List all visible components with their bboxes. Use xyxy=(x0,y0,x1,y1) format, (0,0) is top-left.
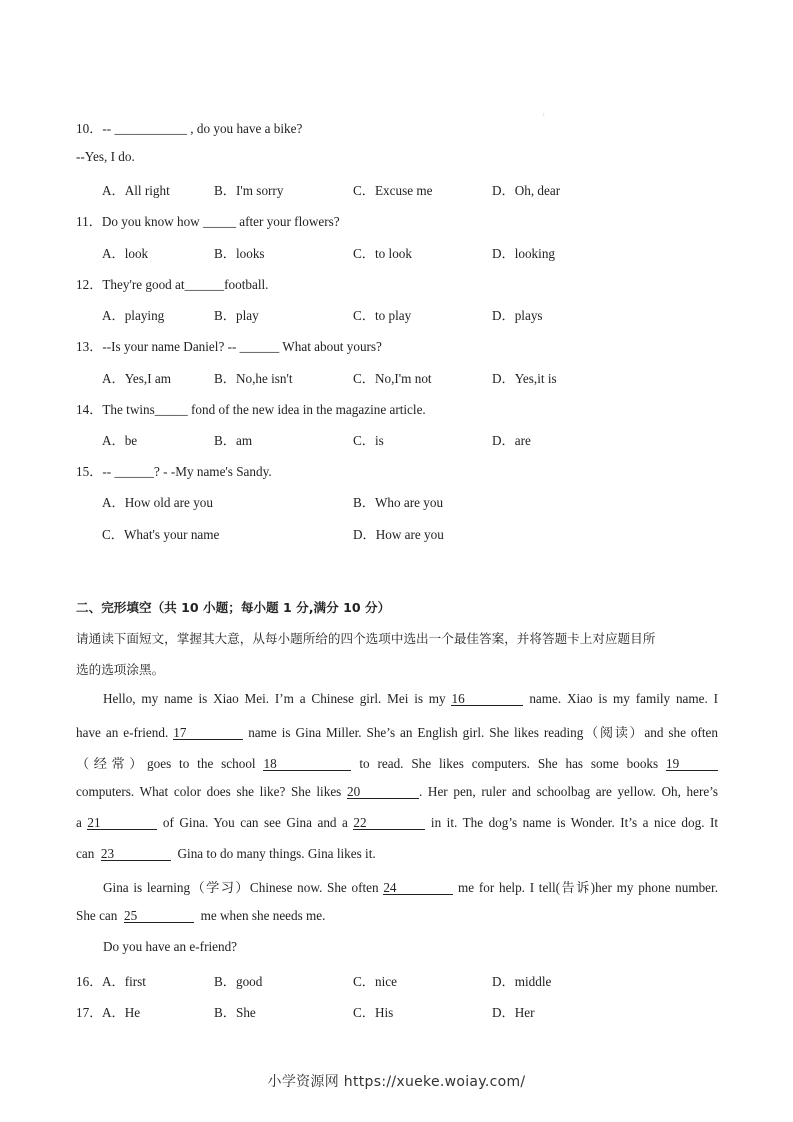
blank-25: 25 xyxy=(124,909,194,923)
blank-21: 21 xyxy=(87,816,157,830)
q11-option-a: A．look xyxy=(102,246,149,261)
q11-option-d: D．looking xyxy=(492,246,556,261)
q10-option-d: D．Oh, dear xyxy=(492,183,561,198)
a17-option-b: B．She xyxy=(214,1005,256,1020)
a17-option-d: D．Her xyxy=(492,1005,535,1020)
passage-line-8: She can 25 me when she needs me. xyxy=(76,908,326,923)
question-14-stem: 14．The twins_____ fond of the new idea in the magazine article. xyxy=(76,402,426,417)
passage-line-3: （经常）goes to the school 18 to read. She likes computers. She has some books 19 xyxy=(76,753,718,772)
blank-22: 22 xyxy=(353,816,425,830)
question-12-stem: 12．They're good at______football. xyxy=(76,277,269,292)
q12-option-a: A．playing xyxy=(102,308,165,323)
q13-option-c: C．No,I'm not xyxy=(353,371,432,386)
question-15-stem: 15．-- ______? - -My name's Sandy. xyxy=(76,464,272,479)
stray-mark: : xyxy=(543,112,545,118)
q13-option-b: B．No,he isn't xyxy=(214,371,293,386)
q10-option-a: A．All right xyxy=(102,183,170,198)
section-title: 二、完形填空（共 10 小题；每小题 1 分,满分 10 分） xyxy=(76,600,391,615)
q10-option-b: B．I'm sorry xyxy=(214,183,284,198)
q14-option-b: B．am xyxy=(214,433,253,448)
q13-option-d: D．Yes,it is xyxy=(492,371,557,386)
q13-option-a: A．Yes,I am xyxy=(102,371,171,386)
q15-option-b: B．Who are you xyxy=(353,495,444,510)
blank-24: 24 xyxy=(383,881,453,895)
q15-option-a: A．How old are you xyxy=(102,495,213,510)
question-10-stem: 10．-- ___________ , do you have a bike? xyxy=(76,121,303,136)
q11-option-b: B．looks xyxy=(214,246,265,261)
q12-option-b: B．play xyxy=(214,308,259,323)
answer-17-number: 17． xyxy=(76,1005,103,1020)
a16-option-c: C．nice xyxy=(353,974,397,989)
a17-option-c: C．His xyxy=(353,1005,394,1020)
blank-18: 18 xyxy=(263,757,351,771)
passage-line-4: computers. What color does she like? She likes 20 . Her pen, ruler and schoolbag are yellow. Oh, here’s xyxy=(76,784,719,799)
blank-17: 17 xyxy=(173,726,243,740)
blank-19: 19 xyxy=(666,757,718,771)
a16-option-a: A．first xyxy=(102,974,146,989)
a16-option-b: B．good xyxy=(214,974,263,989)
q14-option-d: D．are xyxy=(492,433,531,448)
q12-option-d: D．plays xyxy=(492,308,543,323)
q10-option-c: C．Excuse me xyxy=(353,183,433,198)
blank-20: 20 xyxy=(347,785,419,799)
passage-line-6: can 23 Gina to do many things. Gina likes it. xyxy=(76,846,376,861)
answer-16-number: 16． xyxy=(76,974,103,989)
q14-option-c: C．is xyxy=(353,433,384,448)
a16-option-d: D．middle xyxy=(492,974,552,989)
q12-option-c: C．to play xyxy=(353,308,412,323)
a17-option-a: A．He xyxy=(102,1005,141,1020)
passage-line-9: Do you have an e-friend? xyxy=(103,939,238,954)
section-instruction-line-1: 请通读下面短文，掌握其大意，从每小题所给的四个选项中选出一个最佳答案，并将答题卡上对应题目所 xyxy=(76,631,656,646)
section-instruction-line-2: 选的选项涂黑。 xyxy=(76,662,165,677)
blank-16: 16 xyxy=(451,692,523,706)
passage-line-7: Gina is learning（学习）Chinese now. She often 24 me for help. I tell(告诉)her my phone number. xyxy=(103,880,718,895)
question-11-stem: 11．Do you know how _____ after your flowers? xyxy=(76,214,340,229)
q11-option-c: C．to look xyxy=(353,246,412,261)
blank-23: 23 xyxy=(101,847,171,861)
q15-option-d: D．How are you xyxy=(353,527,444,542)
page-footer-watermark: 小学资源网 https://xueke.woiay.com/ xyxy=(267,1074,526,1090)
q14-option-a: A．be xyxy=(102,433,138,448)
passage-line-5: a 21 of Gina. You can see Gina and a 22 in it. The dog’s name is Wonder. It’s a nice dog. It xyxy=(76,815,719,830)
passage-line-2: have an e-friend. 17 name is Gina Miller. She’s an English girl. She likes reading（阅读）and she often xyxy=(76,725,719,740)
question-13-stem: 13．--Is your name Daniel? -- ______ What about yours? xyxy=(76,339,382,354)
question-10-reply: --Yes, I do. xyxy=(76,149,135,164)
passage-line-1: Hello, my name is Xiao Mei. I’m a Chinese girl. Mei is my 16 name. Xiao is my family name. I xyxy=(103,691,719,706)
q15-option-c: C．What's your name xyxy=(102,527,220,542)
